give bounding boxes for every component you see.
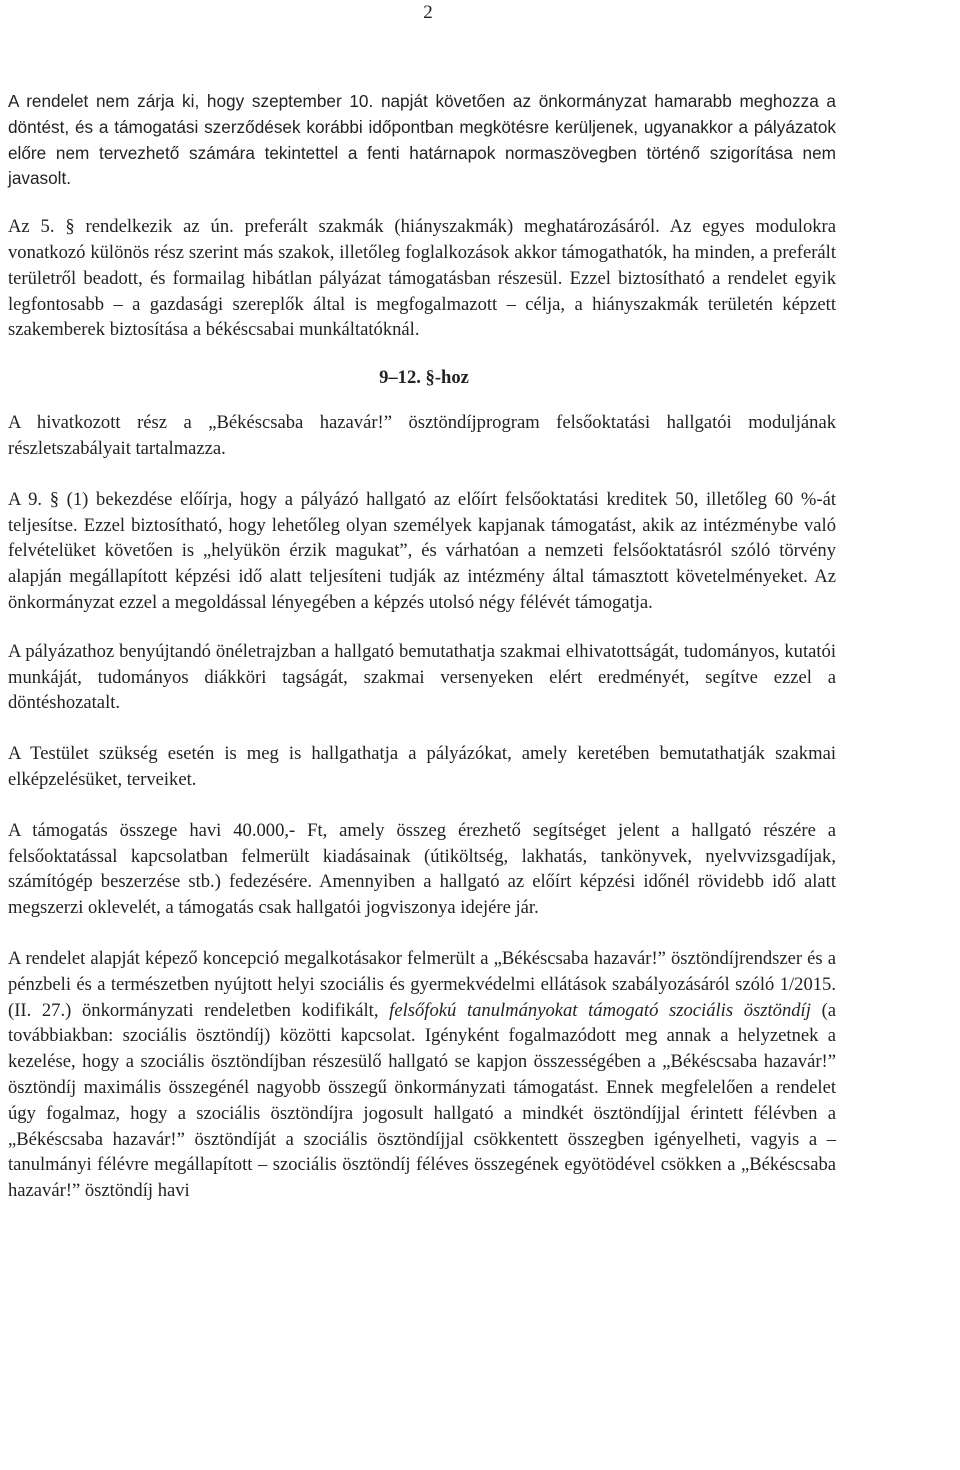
paragraph-8-part-b: (a továbbiakban: szociális ösztöndíj) közötti kapcsolat. Igényként fogalmazódott meg annak a helyzetnek a kezelése, hogy a szociális ösztöndíjban részesülő hallgató se kapjon összességében a „Békéscsaba hazavár!” ösztöndíj maximális összegénél nagyobb összegű önkormányzati támogatást. Ennek megfelelően a rendelet úgy fogalmaz, hogy a szociális ösztöndíjra jogosult hallgató a mindkét ösztöndíjjal érintett félévben a „Békéscsaba hazavár!” ösztöndíját a szociális ösztöndíjjal csökkentett összegben igényelheti, vagyis a – tanulmányi félévre megállapított – szociális ösztöndíj féléves összegének egyötödével csökken a „Békéscsaba hazavár!” ösztöndíj havi xyxy=(8,999,837,1202)
paragraph-7: A támogatás összege havi 40.000,- Ft, amely összeg érezhető segítséget jelent a hallgató részére a felsőoktatással kapcsolatban felmerült kiadásainak (útiköltség, lakhatás, tankönyvek, nyelvvizsgadíjak, számítógép beszerzése stb.) fedezésére. Amennyiben a hallgató az előírt képzési időnél rövidebb idő alatt megszerzi oklevelét, a támogatás csak hallgatói jogviszonya idejére jár. xyxy=(8,819,836,919)
paragraph-6: A Testület szükség esetén is meg is hallgathatja a pályázókat, amely keretében bemutathatják szakmai elképzelésüket, terveiket. xyxy=(8,743,836,790)
paragraph-5: A pályázathoz benyújtandó önéletrajzban a hallgató bemutathatja szakmai elhivatottságát, tudományos, kutatói munkáját, tudományos diákköri tagságát, szakmai versenyeken elért eredményét, segítve ezzel a döntéshozatalt. xyxy=(8,640,836,714)
section-heading: 9–12. §-hoz xyxy=(379,367,469,389)
paragraph-4: A 9. § (1) bekezdése előírja, hogy a pályázó hallgató az előírt felsőoktatási kreditek 50, illetőleg 60 %-át teljesítse. Ezzel biztosítható, hogy lehetőleg olyan személyek kapjanak támogatást, akik az intézménybe való felvételüket követően is „helyükön érzik magukat”, és várhatóan a nemzeti felsőoktatásról szóló törvény alapján megállapított képzési idő alatt teljesíteni tudják az intézmény által támasztott követelményeket. Az önkormányzat ezzel a megoldással lényegében a képzés utolsó négy félévét támogatja. xyxy=(8,488,836,613)
document-body xyxy=(8,89,836,1229)
paragraph-3: A hivatkozott rész a „Békéscsaba hazavár!” ösztöndíjprogram felsőoktatási hallgatói moduljának részletszabályait tartalmazza. xyxy=(8,412,836,459)
page-number: 2 xyxy=(423,2,433,23)
paragraph-2: Az 5. § rendelkezik az ún. preferált szakmák (hiányszakmák) meghatározásáról. Az egyes modulokra vonatkozó különös rész szerint más szakok, illetőleg foglalkozások akkor támogathatók, ha minden, a preferált területről beadott, és formailag hibátlan pályázat támogatásban részesül. Ezzel biztosítható a rendelet egyik legfontosabb – a gazdasági szereplők által is megfogalmazott – célja, a hiányszakmák területén képzett szakemberek biztosítása a békéscsabai munkáltatóknál. xyxy=(8,216,836,341)
paragraph-8-emphasis: felsőfokú tanulmányokat támogató szociális ösztöndíj xyxy=(389,999,811,1021)
paragraph-8-part-a: A rendelet alapját képező koncepció megalkotásakor felmerült a „Békéscsaba hazavár!” ösztöndíjrendszer és a pénzbeli és a természetben nyújtott helyi szociális és gyermekvédelmi ellátások szabályozásáról szóló 1/2015. (II. 27.) önkormányzati rendeletben kodifikált, xyxy=(8,947,836,1021)
paragraph-1: A rendelet nem zárja ki, hogy szeptember 10. napját követően az önkormányzat hamarabb meghozza a döntést, és a támogatási szerződések korábbi időpontban megkötésre kerüljenek, ugyanakkor a pályázatok előre nem tervezhető számára tekintettel a fenti határnapok normaszövegben történő szigorítása nem javasolt. xyxy=(8,91,836,189)
paragraph-8 xyxy=(8,946,836,1204)
